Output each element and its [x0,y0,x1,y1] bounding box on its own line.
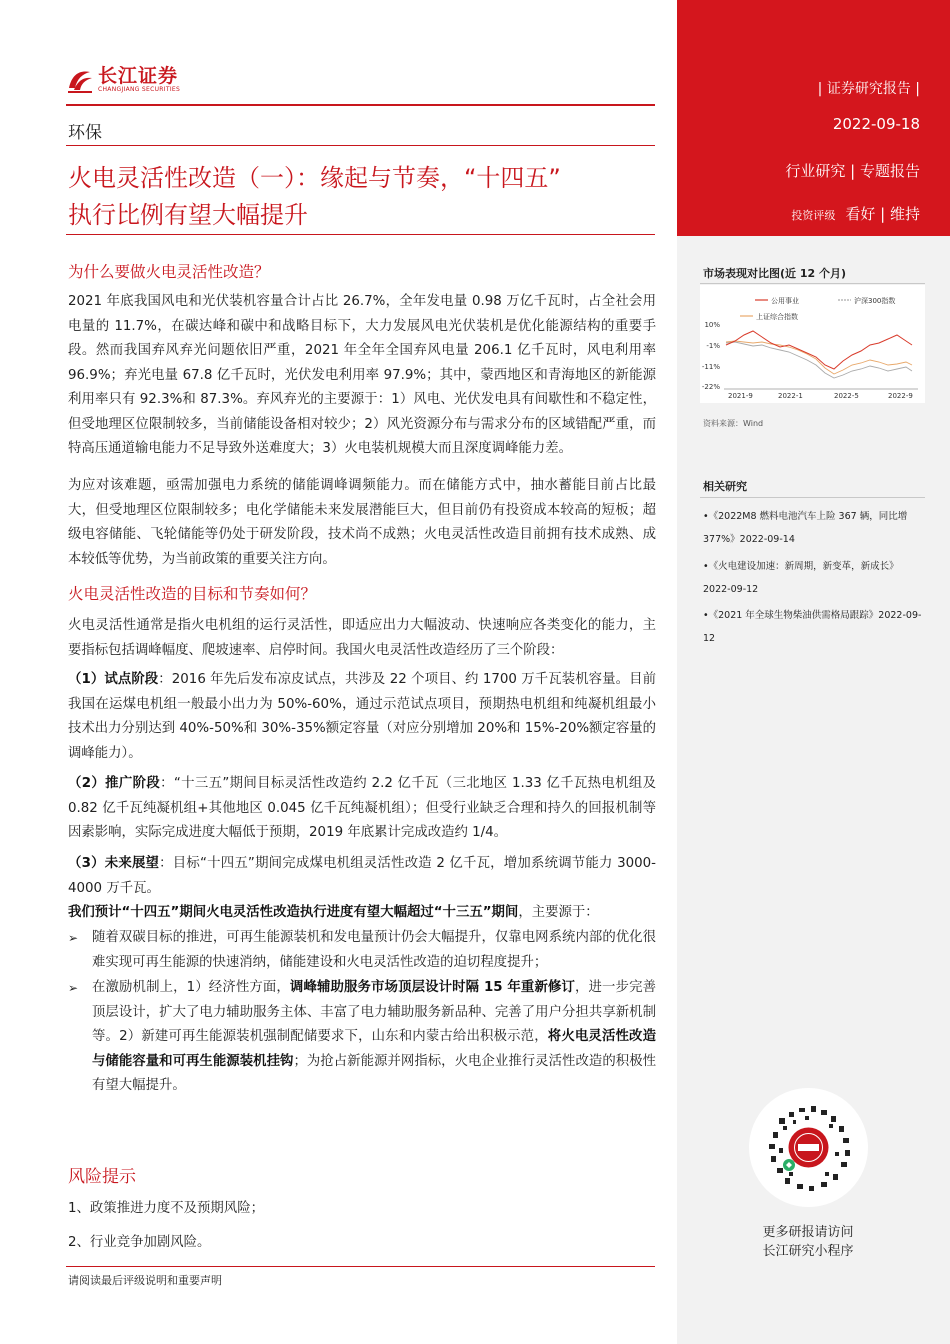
y-tick-2: -1% [706,342,720,350]
x-tick-3: 2022-5 [834,392,859,400]
forecast-rest: ，主要源于： [518,905,599,920]
related-item-3[interactable]: •《2021 年全球生物柴油供需格局跟踪》2022-09-12 [703,610,922,644]
market-performance-chart [700,285,925,403]
related-divider [700,497,925,498]
report-type: 行业研究 | 专题报告 [785,162,920,180]
section-why-heading: 为什么要做火电灵活性改造？ [68,263,270,281]
chart-source: 资料来源：Wind [703,419,764,428]
brand-logo-icon [66,66,94,94]
risk-heading: 风险提示 [68,1167,136,1187]
bullet-arrow-icon: ➢ [68,931,79,945]
title-line-1: 火电灵活性改造（一）：缘起与节奏，“十四五” [68,164,561,192]
report-info-panel [677,0,950,236]
bullet-text-2: 在激励机制上，1）经济性方面，调峰辅助服务市场顶层设计时隔 15 年重新修订，进一步完善顶层设计，扩大了电力辅助服务主体、丰富了电力辅助服务新品种、完善了用户分担共享新机制等。2）新建可再生能源装机强制配储要求下，山东和内蒙古给出积极示范，将火电灵活性改造与储能容量和可再生能源装机挂钩；为抢占新能源并网指标，火电企业推行灵活性改造的积极性有望大幅提升。 [92,980,657,1093]
forecast-paragraph [68,901,656,926]
stage-1-label: （1）试点阶段 [68,672,159,687]
y-tick-4: -22% [701,383,720,391]
chart-top-rule [700,283,925,284]
y-tick-1: 10% [704,321,720,329]
chart-title: 市场表现对比图(近 12 个月) [703,267,847,280]
related-research-heading: 相关研究 [703,480,747,493]
report-date: 2022-09-18 [832,115,920,133]
stage-3-paragraph [68,852,656,901]
rating-value: 看好 | 维持 [845,205,920,223]
related-item-1[interactable]: •《2022M8 燃料电池汽车上险 367 辆，同比增 377%》2022-09-14 [703,511,908,545]
rating-label: 投资评级 [791,209,836,222]
industry-divider [66,145,655,146]
brand-logo [66,66,180,94]
why-paragraph-2: 为应对该难题，亟需加强电力系统的储能调峰调频能力。而在储能方式中，抽水蓄能目前占比最大，但受地理区位限制较多；电化学储能未来发展潜能巨大，但目前仍有投资成本较高的短板；超级电容储能、飞轮储能等仍处于研发阶段，技术尚不成熟；火电灵活性改造目前拥有技术成熟、成本较低等优势，为当前政策的重要关注方向。 [68,478,656,567]
mini-program-qr-code[interactable] [749,1088,868,1207]
bullet-arrow-icon: ➢ [68,981,79,995]
footer-note: 请阅读最后评级说明和重要声明 [68,1274,222,1287]
risk-item-2: 2、行业竞争加剧风险。 [68,1235,211,1250]
goal-paragraph: 火电灵活性通常是指火电机组的运行灵活性，即适应出力大幅波动、快速响应各类变化的能力，主要指标包括调峰幅度、爬坡速率、启停时间。我国火电灵活性改造经历了三个阶段： [68,618,656,658]
legend-utilities: 公用事业 [771,297,799,305]
stage-2-label: （2）推广阶段 [68,776,161,791]
qr-caption-line-2: 长江研究小程序 [762,1244,854,1259]
x-tick-2: 2022-1 [778,392,803,400]
stage-2-text: ：“十三五”期间目标灵活性改造约 2.2 亿千瓦（三北地区 1.33 亿千瓦热电机组及 0.82 亿千瓦纯凝机组+其他地区 0.045 亿千瓦纯凝机组）；但受行业缺乏合理和持久的回报机制等因素影响，实际完成进度大幅低于预期，2019 年底累计完成改造约 1/4。 [68,776,656,840]
bullet-text-1: 随着双碳目标的推进，可再生能源装机和发电量预计仍会大幅提升，仅靠电网系统内部的优化很难实现可再生能源的快速消纳，储能建设和火电灵活性改造的迫切程度提升； [92,930,656,970]
page-title [68,160,668,234]
forecast-bold: 我们预计“十四五”期间火电灵活性改造执行进度有望大幅超过“十三五”期间 [68,905,519,920]
stage-3-label: （3）未来展望 [68,856,160,871]
legend-hs300: 沪深300指数 [854,297,896,305]
qr-code-icon [749,1088,868,1207]
brand-name-en: CHANGJIANG SECURITIES [98,86,181,93]
stage-2-paragraph [68,772,656,846]
header-divider [66,104,655,106]
x-tick-1: 2021-9 [728,392,753,400]
stage-1-text: ：2016 年先后发布凉皮试点，共涉及 22 个项目、约 1700 万千瓦装机容量。目前我国在运煤电机组一般最小出力为 50%-60%，通过示范试点项目，预期热电机组和纯凝机组最小技术出力分别达到 40%-50%和 30%-35%额定容量（对应分别增加 20%和 15%-20%额定容量的调峰能力）。 [68,672,657,761]
report-tag: | 证券研究报告 | [817,81,920,97]
section-goal-heading: 火电灵活性改造的目标和节奏如何？ [68,585,317,603]
title-line-2: 执行比例有望大幅提升 [68,201,308,229]
footer-divider [66,1266,655,1267]
related-item-2[interactable]: •《火电建设加速：新周期，新变革，新成长》2022-09-12 [703,561,899,595]
stage-3-text: ：目标“十四五”期间完成煤电机组灵活性改造 2 亿千瓦，增加系统调节能力 3000-4000 万千瓦。 [68,856,656,896]
investment-rating [791,203,920,224]
risk-item-1: 1、政策推进力度不及预期风险； [68,1201,264,1216]
x-tick-4: 2022-9 [888,392,913,400]
bullet-item-2 [68,976,656,1099]
stage-1-paragraph [68,668,656,766]
bullet-item-1 [68,926,656,975]
title-divider [66,234,655,235]
why-paragraph-1: 2021 年底我国风电和光伏装机容量合计占比 26.7%，全年发电量 0.98 万亿千瓦时，占全社会用电量的 11.7%，在碳达峰和碳中和战略目标下，大力发展风电光伏装机是优化能源结构的重要手段。然而我国弃风弃光问题依旧严重，2021 年全年全国弃风电量 206.1 亿千瓦时，风电利用率 96.9%；弃光电量 67.8 亿千瓦时，光伏发电利用率 97.9%；其中，蒙西地区和青海地区的新能源利用率只有 92.3%和 87.3%。弃风弃光的主要源于：1）风电、光伏发电具有间歇性和不稳定性，但受地理区位限制较多，当前储能设备相对较少；2）风光资源分布与需求分布的区域错配严重，而特高压通道输电能力不足导致外送难度大；3）火电装机规模大而且深度调峰能力差。 [68,294,656,456]
industry-label: 环保 [68,123,102,143]
legend-sse: 上证综合指数 [756,313,798,321]
qr-caption-line-1: 更多研报请访问 [762,1225,854,1240]
brand-name: 长江证券 [98,65,179,87]
y-tick-3: -11% [701,363,720,371]
